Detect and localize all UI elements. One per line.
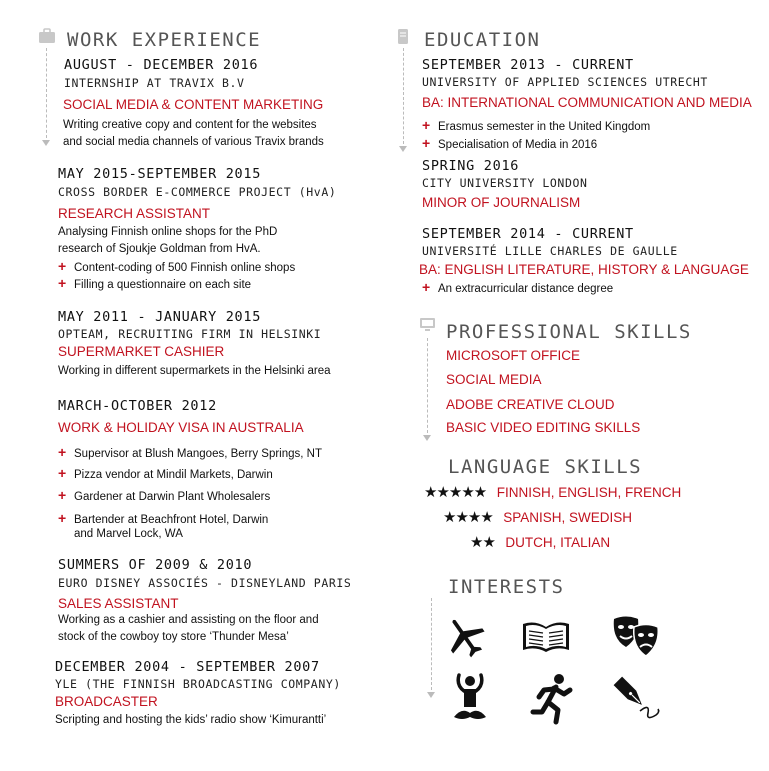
job-org: YLE (THE FINNISH BROADCASTING COMPANY) <box>55 677 341 691</box>
bullet-item <box>422 117 650 136</box>
airplane-icon <box>442 614 488 660</box>
bullet-item <box>422 279 613 298</box>
job-role: SOCIAL MEDIA & CONTENT MARKETING <box>63 97 324 112</box>
edu-degree: MINOR OF JOURNALISM <box>422 195 581 210</box>
job-desc-line: and social media channels of various Travix brands <box>63 136 324 148</box>
section-heading-languages: LANGUAGE SKILLS <box>448 456 643 478</box>
job-desc <box>58 612 319 646</box>
plus-icon: + <box>58 444 67 460</box>
edu-degree: BA: INTERNATIONAL COMMUNICATION AND MEDIA <box>422 95 752 110</box>
language-row <box>424 483 681 502</box>
language-row <box>470 533 610 552</box>
edu-org: UNIVERSITÉ LILLE CHARLES DE GAULLE <box>422 244 678 258</box>
job-desc-line: Writing creative copy and content for the websites <box>63 119 317 131</box>
plus-icon: + <box>422 117 431 133</box>
job-date: SUMMERS OF 2009 & 2010 <box>58 557 253 573</box>
star-rating: ★★★★★ <box>424 484 487 501</box>
theater-masks-icon <box>610 613 662 661</box>
edu-date: SEPTEMBER 2014 - CURRENT <box>422 226 634 242</box>
job-desc-line: research of Sjoukje Goldman from HvA. <box>58 243 261 255</box>
bullet-text: Specialisation of Media in 2016 <box>438 139 598 151</box>
star-rating: ★★★★ <box>443 509 493 526</box>
timeline-line <box>403 48 404 144</box>
job-desc-line: Analysing Finnish online shops for the PhD <box>58 226 278 238</box>
bullet-text: Pizza vendor at Mindil Markets, Darwin <box>74 469 273 481</box>
job-org: OPTEAM, RECRUITING FIRM IN HELSINKI <box>58 327 322 341</box>
timeline-arrow <box>427 692 435 698</box>
section-heading-skills: PROFESSIONAL SKILLS <box>446 321 692 343</box>
job-desc: Scripting and hosting the kids’ radio show ‘Kimurantti’ <box>55 714 327 726</box>
plus-icon: + <box>58 275 67 291</box>
fountain-pen-icon <box>610 673 662 723</box>
job-org: INTERNSHIP AT TRAVIX B.V <box>64 76 245 90</box>
language-row <box>443 508 632 527</box>
job-date: MAY 2011 - JANUARY 2015 <box>58 309 262 325</box>
computer-icon <box>419 317 436 332</box>
section-heading-education: EDUCATION <box>424 29 541 51</box>
section-heading-interests: INTERESTS <box>448 576 565 598</box>
edu-degree: BA: ENGLISH LITERATURE, HISTORY & LANGUAGE <box>419 262 749 277</box>
plus-icon: + <box>58 258 67 274</box>
job-role: WORK & HOLIDAY VISA IN AUSTRALIA <box>58 420 304 435</box>
bullet-text: Bartender at Beachfront Hotel, Darwin <box>74 514 269 526</box>
job-desc: Working in different supermarkets in the Helsinki area <box>58 365 331 377</box>
bullet-item <box>422 135 597 154</box>
skill-item: MICROSOFT OFFICE <box>446 348 580 363</box>
language-label: SPANISH, SWEDISH <box>503 510 633 525</box>
job-desc <box>58 224 277 258</box>
star-rating: ★★ <box>470 534 495 551</box>
skill-item: SOCIAL MEDIA <box>446 372 542 387</box>
section-heading-work: WORK EXPERIENCE <box>67 29 262 51</box>
timeline-line <box>46 48 47 138</box>
briefcase-icon <box>38 28 56 44</box>
bullet-item <box>58 487 270 506</box>
job-desc-line: stock of the cowboy toy store ‘Thunder Mesa’ <box>58 631 289 643</box>
bullet-text: Gardener at Darwin Plant Wholesalers <box>74 491 271 503</box>
bullet-item <box>58 275 251 294</box>
plus-icon: + <box>422 135 431 151</box>
job-role: SALES ASSISTANT <box>58 596 179 611</box>
timeline-line <box>431 598 432 690</box>
job-desc <box>63 117 324 151</box>
bullet-item <box>58 444 322 463</box>
job-role: SUPERMARKET CASHIER <box>58 344 225 359</box>
notebook-icon <box>397 28 409 45</box>
job-date: DECEMBER 2004 - SEPTEMBER 2007 <box>55 659 320 675</box>
job-org: EURO DISNEY ASSOCIÉS - DISNEYLAND PARIS <box>58 576 352 590</box>
job-role: BROADCASTER <box>55 694 158 709</box>
job-date: MAY 2015-SEPTEMBER 2015 <box>58 166 262 182</box>
skill-item: BASIC VIDEO EDITING SKILLS <box>446 420 641 435</box>
yoga-icon <box>450 673 490 725</box>
timeline-arrow <box>399 146 407 152</box>
edu-date: SEPTEMBER 2013 - CURRENT <box>422 57 634 73</box>
plus-icon: + <box>422 279 431 295</box>
timeline-line <box>427 338 428 433</box>
job-desc-line: Working as a cashier and assisting on the floor and <box>58 614 319 626</box>
edu-date: SPRING 2016 <box>422 158 520 174</box>
bullet-text: Supervisor at Blush Mangoes, Berry Springs, NT <box>74 448 322 460</box>
job-role: RESEARCH ASSISTANT <box>58 206 211 221</box>
bullet-text: Content-coding of 500 Finnish online shops <box>74 262 296 274</box>
bullet-continuation: and Marvel Lock, WA <box>74 528 183 540</box>
language-label: DUTCH, ITALIAN <box>505 535 611 550</box>
timeline-arrow <box>42 140 50 146</box>
bullet-item <box>58 465 273 484</box>
skill-item: ADOBE CREATIVE CLOUD <box>446 397 615 412</box>
bullet-text: An extracurricular distance degree <box>438 283 614 295</box>
job-date: MARCH-OCTOBER 2012 <box>58 398 217 414</box>
language-label: FINNISH, ENGLISH, FRENCH <box>496 485 682 500</box>
timeline-arrow <box>423 435 431 441</box>
plus-icon: + <box>58 487 67 503</box>
job-date: AUGUST - DECEMBER 2016 <box>64 57 259 73</box>
edu-org: CITY UNIVERSITY LONDON <box>422 176 588 190</box>
job-org: CROSS BORDER E-COMMERCE PROJECT (HvA) <box>58 185 337 199</box>
book-icon <box>520 618 572 656</box>
bullet-text: Erasmus semester in the United Kingdom <box>438 121 651 133</box>
plus-icon: + <box>58 465 67 481</box>
runner-icon <box>530 672 574 726</box>
plus-icon: + <box>58 510 67 526</box>
bullet-text: Filling a questionnaire on each site <box>74 279 252 291</box>
edu-org: UNIVERSITY OF APPLIED SCIENCES UTRECHT <box>422 75 708 89</box>
